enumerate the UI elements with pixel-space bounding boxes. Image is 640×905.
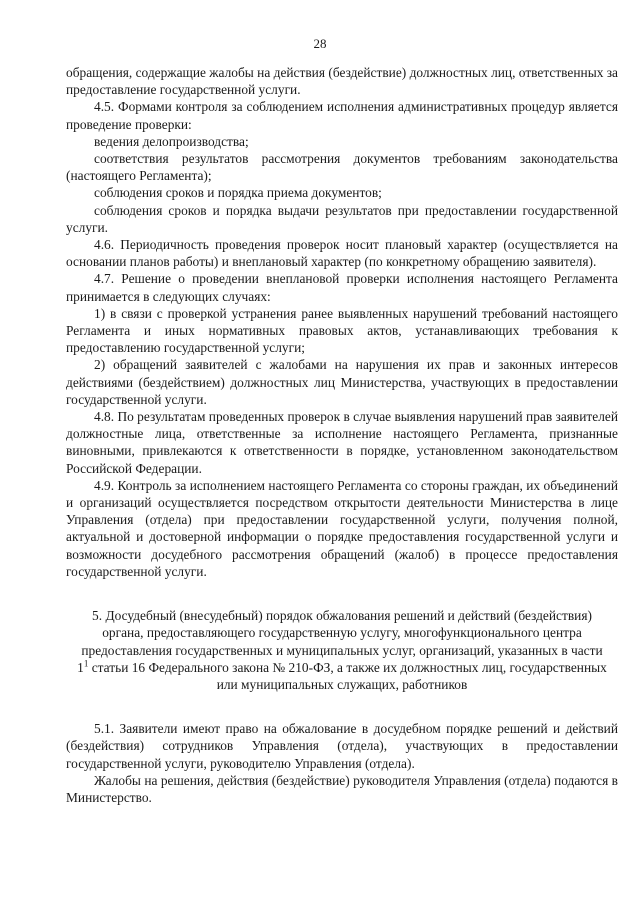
paragraph: 1) в связи с проверкой устранения ранее выявленных нарушений требований настоящего Регламента и иных нормативных правовых актов, устанавливающих требования к предоставлению государственной услуги;: [66, 305, 618, 356]
paragraph: 4.8. По результатам проведенных проверок в случае выявления нарушений прав заявителей должностные лица, ответственные за исполнение настоящего Регламента, признанные виновными, привлекаются к ответственности в порядке, установленном законодательством Российской Федерации.: [66, 409, 618, 476]
paragraph: 4.7. Решение о проведении внеплановой проверки исполнения настоящего Регламента принимается в следующих случаях:: [66, 271, 618, 304]
section-heading-text: 5. Досудебный (внесудебный) порядок обжалования решений и действий (бездействия) органа, предоставляющего государственную услугу, многофункционального центра предоставления государственных и муниципальных услуг, организаций, указанных в части 1: [77, 608, 603, 675]
paragraph: ведения делопроизводства;: [94, 133, 249, 149]
paragraph: 4.6. Периодичность проведения проверок носит плановый характер (осуществляется на основании планов работы) и внеплановый характер (по конкретному обращению заявителя).: [66, 237, 618, 270]
document-body: [66, 64, 618, 806]
paragraph: 4.5. Формами контроля за соблюдением исполнения административных процедур является проведение проверки:: [66, 99, 618, 132]
paragraph: 5.1. Заявители имеют право на обжалование в досудебном порядке решений и действий (бездействия) сотрудников Управления (отдела), участвующих в предоставлении государственной услуги, руководителю Управления (отдела).: [66, 721, 618, 771]
paragraph: соответствия результатов рассмотрения документов требованиям законодательства (настоящего Регламента);: [66, 151, 618, 184]
paragraph: обращения, содержащие жалобы на действия (бездействие) должностных лиц, ответственных за предоставление государственной услуги.: [66, 65, 618, 98]
paragraph: 2) обращений заявителей с жалобами на нарушения их прав и законных интересов действиями (бездействием) должностных лиц Министерства, участвующих в предоставлении государственной услуги.: [66, 357, 618, 407]
page-number: 28: [313, 36, 327, 51]
paragraph: соблюдения сроков и порядка выдачи результатов при предоставлении государственной услуги.: [66, 202, 618, 235]
superscript: 1: [83, 658, 89, 669]
paragraph: 4.9. Контроль за исполнением настоящего Регламента со стороны граждан, их объединений и организаций осуществляется посредством открытости деятельности Министерства в лице Управления (отдела) при предоставлении государственной услуги, получения полной, актуальной и достоверной информации о порядке предоставления государственной услуги и возможности досудебного рассмотрения обращений (жалоб) в процессе предоставления государственной услуги.: [66, 477, 618, 579]
paragraph: Жалобы на решения, действия (бездействие) руководителя Управления (отдела) подаются в Министерство.: [66, 772, 618, 805]
paragraph: соблюдения сроков и порядка приема документов;: [94, 185, 382, 201]
section-heading-text-end: статьи 16 Федерального закона № 210-ФЗ, а также их должностных лиц, государственных или муниципальных служащих, работников: [88, 659, 607, 692]
section-heading: [66, 607, 618, 693]
